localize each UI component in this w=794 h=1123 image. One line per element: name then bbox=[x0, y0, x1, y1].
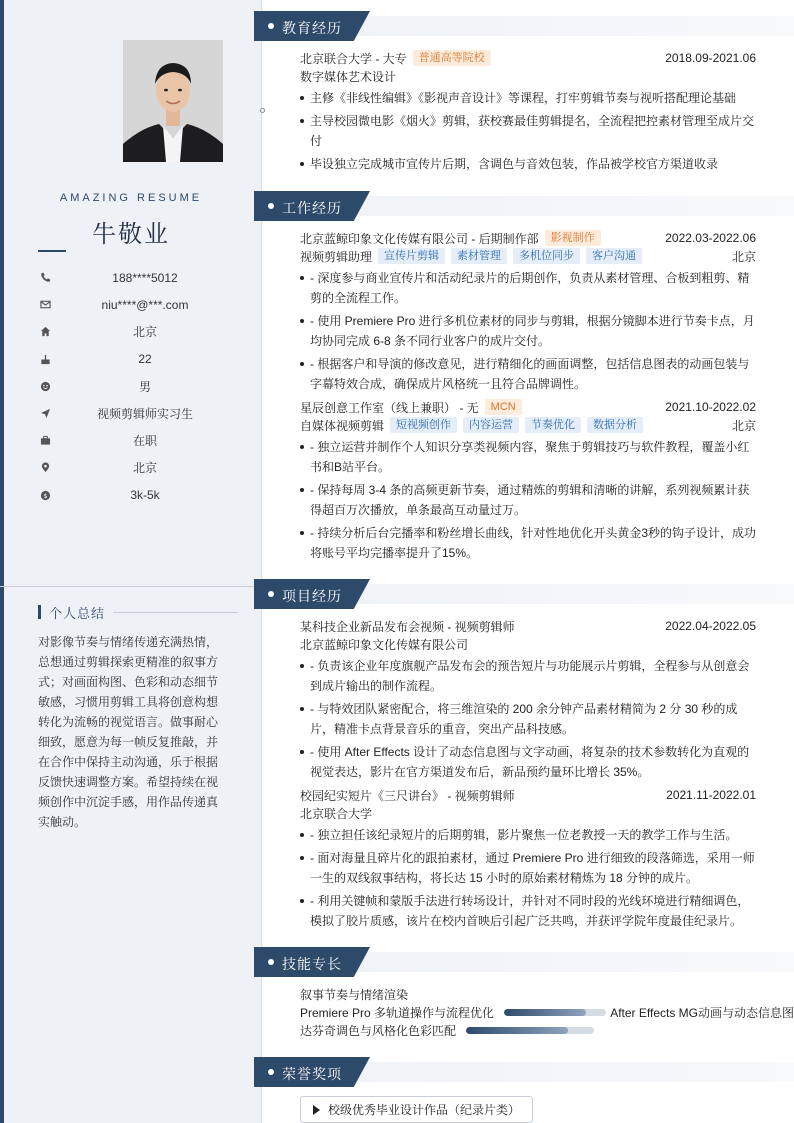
work-date: 2021.10-2022.02 bbox=[665, 400, 756, 414]
work-badge: MCN bbox=[485, 399, 522, 415]
project-org: 北京蓝鲸印象文化传媒有限公司 bbox=[300, 637, 469, 652]
sidebar-accent-bar bbox=[0, 0, 4, 1123]
work-company: 北京蓝鲸印象文化传媒有限公司 - 后期制作部 bbox=[300, 231, 539, 246]
project-date: 2022.04-2022.05 bbox=[665, 619, 756, 633]
contact-email-text: niu****@***.com bbox=[101, 297, 189, 312]
work-company: 星辰创意工作室（线上兼职） - 无 bbox=[300, 400, 479, 415]
timeline-dot bbox=[260, 108, 265, 113]
contact-gender-text: 男 bbox=[138, 379, 151, 394]
coin-icon bbox=[38, 488, 52, 502]
summary-heading bbox=[38, 604, 238, 620]
section-title: 教育经历 bbox=[282, 20, 342, 36]
svg-text:$: $ bbox=[42, 491, 48, 500]
skill-tag: 宣传片剪辑 bbox=[378, 248, 445, 264]
work-header bbox=[300, 398, 756, 416]
work-bullets bbox=[300, 437, 756, 563]
contact-city bbox=[38, 318, 238, 345]
skill-item bbox=[300, 1003, 794, 1021]
sidebar bbox=[0, 0, 262, 1123]
smile-icon bbox=[38, 379, 52, 393]
work-city: 北京 bbox=[731, 418, 756, 433]
skill-name: 叙事节奏与情绪渲染 bbox=[300, 987, 409, 1002]
resume-tagline: AMAZING RESUME bbox=[59, 192, 203, 204]
section-dot bbox=[268, 959, 274, 965]
skill-level-bar bbox=[466, 1027, 594, 1034]
contact-location-text: 北京 bbox=[132, 461, 157, 476]
skill-level-fill bbox=[466, 1027, 568, 1034]
project-header bbox=[300, 617, 756, 635]
location-pin-icon bbox=[38, 461, 52, 475]
section-dot bbox=[268, 203, 274, 209]
contact-salary bbox=[38, 482, 238, 509]
summary-heading-bar bbox=[38, 605, 41, 619]
work-entry bbox=[300, 229, 756, 394]
list-item: - 独立担任该纪录短片的后期剪辑，影片聚焦一位老教授一天的教学工作与生活。 bbox=[300, 825, 756, 845]
contact-status-text: 在职 bbox=[132, 434, 157, 449]
skill-level-fill bbox=[504, 1009, 586, 1016]
section-dot bbox=[268, 23, 274, 29]
skill-tag: 节奏优化 bbox=[525, 417, 581, 433]
skill-tag: 客户沟通 bbox=[586, 248, 642, 264]
list-item: - 独立运营并制作个人知识分享类视频内容，聚焦于剪辑技巧与软件教程，覆盖小红书和B站平台。 bbox=[300, 437, 756, 477]
contact-list bbox=[38, 264, 238, 509]
skill-tag: 多机位同步 bbox=[513, 248, 580, 264]
list-item: - 根据客户和导演的修改意见，进行精细化的画面调整，包括信息图表的动画包装与字幕特效合成，确保成片风格统一且符合品牌调性。 bbox=[300, 354, 756, 394]
list-item: - 面对海量且碎片化的跟拍素材，通过 Premiere Pro 进行细致的段落筛选，采用一师一生的双线叙事结构，将长达 15 小时的原始素材精炼为 18 分钟的成片。 bbox=[300, 848, 756, 888]
contact-phone-text: 188****5012 bbox=[112, 270, 178, 285]
list-item: 主导校园微电影《烟火》剪辑，获校赛最佳剪辑提名，全流程把控素材管理至成片交付 bbox=[300, 111, 756, 151]
contact-city-text: 北京 bbox=[132, 325, 157, 340]
summary-text: 对影像节奏与情绪传递充满热情，总想通过剪辑探索更精准的叙事方式；对画面构图、色彩和动态细节敏感，习惯用剪辑工具将创意构想转化为流畅的视觉语言。做事耐心细致，愿意为每一帧反复推敲，并在合作中保持主动沟通，乐于根据反馈快速调整方案。希望持续在视频创作中沉淀手感，用作品传递真实触动。 bbox=[38, 635, 219, 829]
list-item: - 利用关键帧和蒙版手法进行转场设计，并针对不同时段的光线环境进行精细调色，模拟了胶片质感，该片在校内首映后引起广泛共鸣，并获评学院年度最佳纪录片。 bbox=[300, 891, 756, 931]
skill-name: 达芬奇调色与风格化色彩匹配 bbox=[300, 1023, 457, 1038]
project-header bbox=[300, 786, 756, 804]
list-item: - 持续分析后台完播率和粉丝增长曲线，针对性地优化开头黄金3秒的钩子设计，成功将账号平均完播率提升了15%。 bbox=[300, 523, 756, 563]
skill-item bbox=[300, 985, 794, 1003]
skill-level-bar bbox=[504, 1009, 606, 1016]
skill-tag: 内容运营 bbox=[463, 417, 519, 433]
skill-name: Premiere Pro 多轨道操作与流程优化 bbox=[300, 1005, 495, 1020]
contact-location bbox=[38, 454, 238, 481]
contact-age bbox=[38, 346, 238, 373]
project-title: 校园纪实短片《三尺讲台》 - 视频剪辑师 bbox=[300, 788, 515, 803]
skill-tag: 数据分析 bbox=[587, 417, 643, 433]
section-header-skills bbox=[254, 947, 370, 977]
project-entry bbox=[300, 786, 756, 931]
list-item: - 负责该企业年度旗舰产品发布会的预告短片与功能展示片剪辑，全程参与从创意会到成片输出的制作流程。 bbox=[300, 656, 756, 696]
list-item: - 使用 After Effects 设计了动态信息图与文字动画，将复杂的技术参数转化为直观的视觉表达，影片在官方渠道发布后，新品预约量环比增长 35%。 bbox=[300, 742, 756, 782]
education-header bbox=[300, 49, 756, 67]
skill-name: After Effects MG动画与动态信息图 bbox=[610, 1005, 794, 1020]
work-date: 2022.03-2022.06 bbox=[665, 231, 756, 245]
education-school: 北京联合大学 - 大专 bbox=[300, 51, 407, 66]
work-block bbox=[300, 229, 756, 563]
project-bullets bbox=[300, 656, 756, 782]
briefcase-icon bbox=[38, 434, 52, 448]
name-underline bbox=[38, 250, 66, 252]
work-header bbox=[300, 229, 756, 247]
contact-phone bbox=[38, 264, 238, 291]
contact-email bbox=[38, 291, 238, 318]
profile-photo bbox=[123, 40, 223, 162]
work-city: 北京 bbox=[731, 249, 756, 264]
send-icon bbox=[38, 407, 52, 421]
contact-status bbox=[38, 427, 238, 454]
skill-item bbox=[300, 1021, 794, 1039]
play-triangle-icon bbox=[313, 1105, 320, 1115]
education-major-text: 数字媒体艺术设计 bbox=[300, 69, 397, 84]
mail-icon bbox=[38, 298, 52, 312]
work-role: 视频剪辑助理 bbox=[300, 249, 373, 264]
project-bullets bbox=[300, 825, 756, 931]
section-header-work bbox=[254, 191, 370, 221]
skills-block bbox=[300, 985, 794, 1039]
cake-icon bbox=[38, 352, 52, 366]
project-block bbox=[300, 617, 756, 931]
education-major bbox=[300, 67, 756, 85]
project-org-row bbox=[300, 635, 756, 653]
contact-age-text: 22 bbox=[138, 352, 152, 367]
section-header-education bbox=[254, 11, 370, 41]
project-date: 2021.11-2022.01 bbox=[666, 788, 756, 802]
candidate-name: 牛敬业 bbox=[92, 221, 170, 248]
work-bullets bbox=[300, 268, 756, 394]
project-entry bbox=[300, 617, 756, 782]
award-text: 校级优秀毕业设计作品（纪录片类） bbox=[328, 1103, 521, 1117]
contact-salary-text: 3k-5k bbox=[130, 488, 160, 503]
education-date: 2018.09-2021.06 bbox=[665, 51, 756, 65]
project-org: 北京联合大学 bbox=[300, 806, 373, 821]
list-item: - 深度参与商业宣传片和活动纪录片的后期创作，负责从素材管理、合板到粗剪、精剪的全流程工作。 bbox=[300, 268, 756, 308]
sidebar-divider bbox=[0, 586, 262, 587]
skill-tag: 素材管理 bbox=[451, 248, 507, 264]
skill-tag: 短视频创作 bbox=[390, 417, 457, 433]
list-item: 毕设独立完成城市宣传片后期，含调色与音效包装，作品被学校官方渠道收录 bbox=[300, 154, 756, 174]
phone-icon bbox=[38, 271, 52, 285]
section-header-project bbox=[254, 579, 370, 609]
summary-heading-line bbox=[113, 612, 238, 613]
education-block bbox=[300, 49, 756, 174]
section-dot bbox=[268, 591, 274, 597]
list-item: - 与特效团队紧密配合，将三维渲染的 200 余分钟产品素材精简为 2 分 30 秒的成片，精准卡点背景音乐的重音，突出产品科技感。 bbox=[300, 699, 756, 739]
project-org-row bbox=[300, 804, 756, 822]
project-title: 某科技企业新品发布会视频 - 视频剪辑师 bbox=[300, 619, 515, 634]
contact-gender bbox=[38, 373, 238, 400]
education-bullets bbox=[300, 88, 756, 174]
section-dot bbox=[268, 1069, 274, 1075]
contact-position-text: 视频剪辑师实习生 bbox=[96, 407, 193, 422]
contact-position bbox=[38, 400, 238, 427]
education-badge: 普通高等院校 bbox=[413, 50, 491, 66]
section-title: 项目经历 bbox=[282, 588, 342, 604]
home-icon bbox=[38, 325, 52, 339]
section-title: 技能专长 bbox=[282, 956, 342, 972]
work-role-row bbox=[300, 416, 756, 434]
work-badge: 影视制作 bbox=[545, 230, 601, 246]
list-item: 主修《非线性编辑》《影视声音设计》等课程，打牢剪辑节奏与视听搭配理论基础 bbox=[300, 88, 756, 108]
section-title: 工作经历 bbox=[282, 200, 342, 216]
section-header-awards bbox=[254, 1057, 370, 1087]
list-item: - 保持每周 3-4 条的高频更新节奏，通过精炼的剪辑和清晰的讲解，系列视频累计获得超百万次播放，单条最高互动量过万。 bbox=[300, 480, 756, 520]
summary-heading-text: 个人总结 bbox=[49, 605, 106, 621]
work-role-row bbox=[300, 247, 756, 265]
section-title: 荣誉奖项 bbox=[282, 1066, 342, 1082]
award-item bbox=[300, 1096, 533, 1123]
list-item: - 使用 Premiere Pro 进行多机位素材的同步与剪辑，根据分镜脚本进行节奏卡点，月均协同完成 6-8 条不同行业客户的成片交付。 bbox=[300, 311, 756, 351]
work-entry bbox=[300, 398, 756, 563]
work-role: 自媒体视频剪辑 bbox=[300, 418, 385, 433]
